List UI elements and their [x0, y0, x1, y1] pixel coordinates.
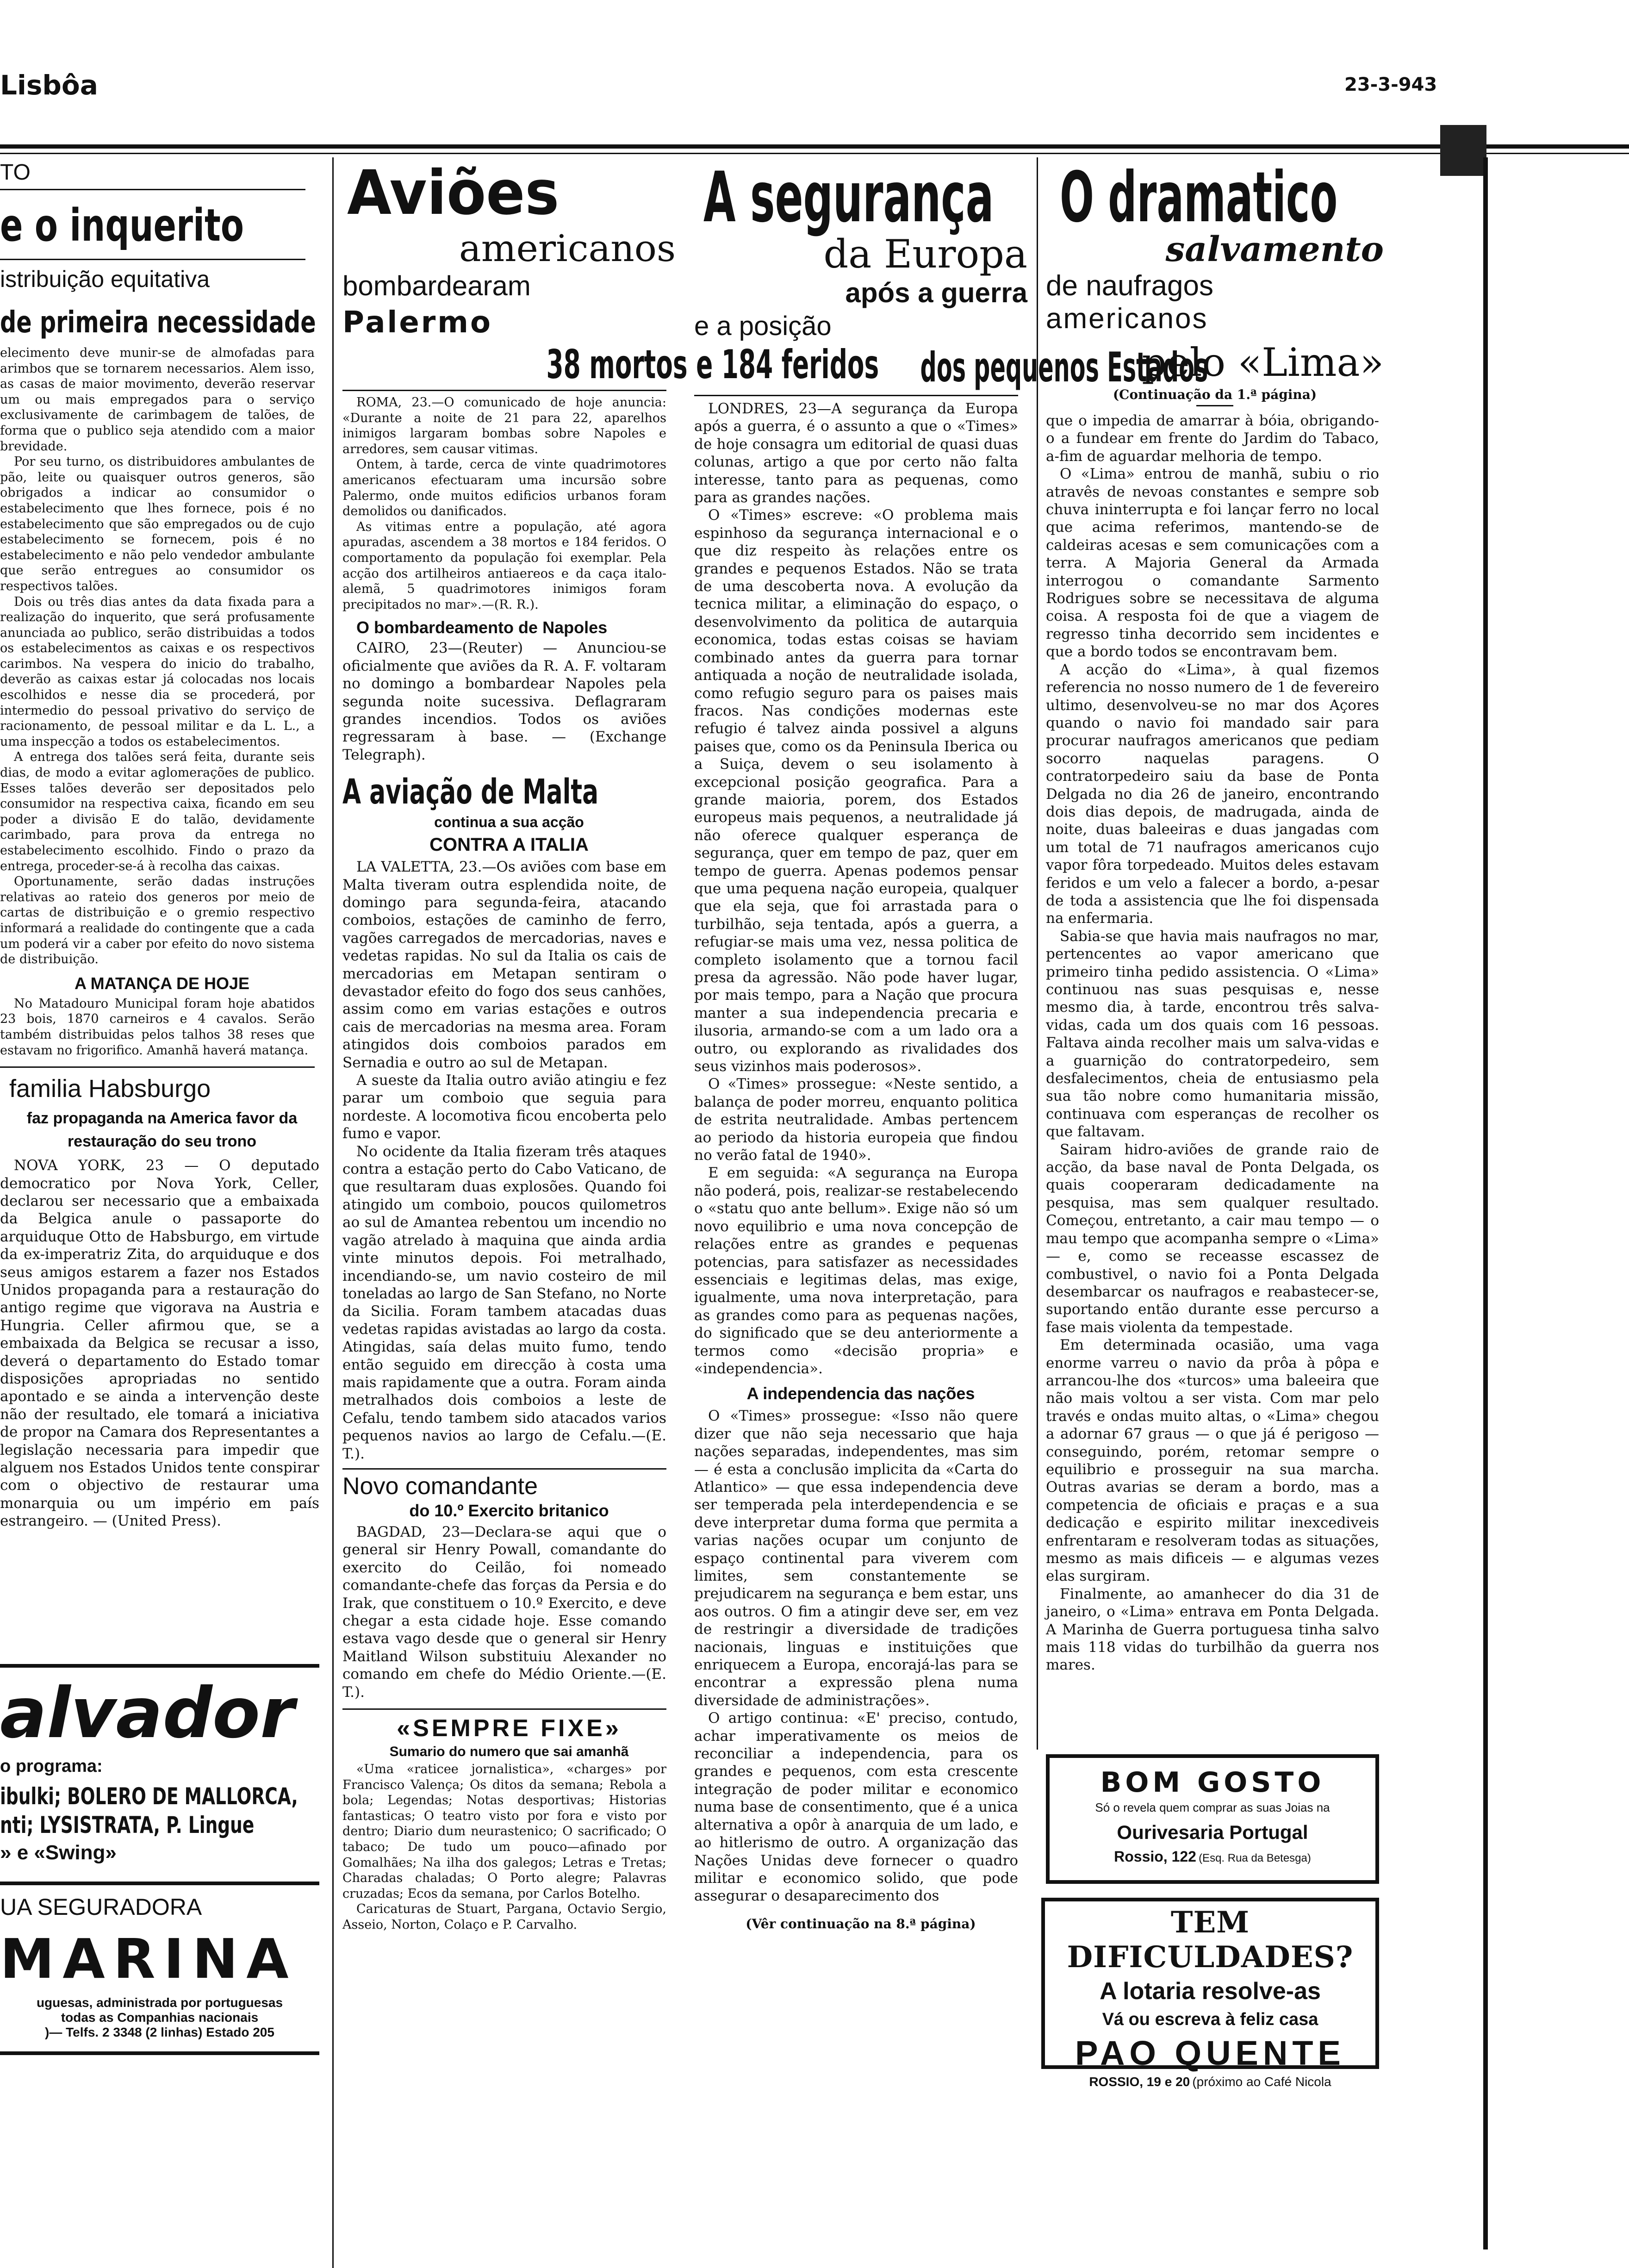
ad-line: ROSSIO, 19 e 20: [1089, 2075, 1190, 2089]
section-title: Novo comandante: [342, 1472, 538, 1500]
headline-4: e a posição: [694, 311, 832, 341]
ad-line: (Esq. Rua da Betesga): [1199, 1852, 1311, 1864]
paragraph: A sueste da Italia outro avião atingiu e fez parar um comboio que seguia para nordeste. A locomotiva ficou encoberta pelo fumo e vapor.: [342, 1072, 666, 1142]
paragraph: E em seguida: «A segurança na Europa não poderá, pois, realizar-se restabelecendo o «statu quo ante bellum». Exige não só um novo equilibrio e uma nova concepção de relações entre as grandes e pequenas potencias, para satisfazer as necessidades essenciais e legitimas delas, mas exige, igualmente, uma nova interpretação, para as grandes como para as pequenas nações, do significado que se deu anteriormente a termos como «decisão propria» e «independencia».: [694, 1165, 1018, 1377]
photo-edge-strip: [1440, 125, 1486, 176]
ad-line: A lotaria resolve-as: [1100, 1978, 1321, 2005]
ad-name: PAO QUENTE: [1075, 2034, 1345, 2072]
paragraph: Oportunamente, serão dadas instruções relativas ao rateio dos generos por meio de cartas de distribuição e o gremio respectivo informará a realidade do contingente que a cada um poderá vir a caber por efeito do novo sistema de distribuição.: [0, 874, 315, 967]
paragraph: O «Lima» entrou de manhã, subiu o rio atravês de nevoas constantes e sempre sob chuva ininterrupta e foi lançar ferro no local que acima referimos, mantendo-se de caldeiras acesas e sem comunicações com a terra. A Majoria General da Armada interrogou o comandante Sarmento Rodrigues sobre se necessitava de alguma coisa. A resposta foi de que a viagem de regresso tinha decorrido sem incidentes e que a bordo todos se encontravam bem.: [1046, 466, 1379, 660]
paragraph: Por seu turno, os distribuidores ambulantes de pão, leite ou quaisquer outros generos, são obrigados a indicar ao consumidor o estabelecimento que lhes fornece, pois é no estabelecimento que são empregados ou de cujo estabelecimento se fornecem, pois é no estabelecimento e não pelo vendedor ambulante que serão entregues ao consumidor os respectivos talões.: [0, 455, 315, 593]
ad-border: [0, 2051, 319, 2055]
headline-5: dos pequenos Estados: [920, 343, 1208, 391]
header-rule-thin: [0, 153, 1629, 154]
paragraph: «Uma «raticee jornalistica», «charges» por Francisco Valença; Os ditos da semana; Rebola a bola; Legendas; Notas desportivas; Historias fantasticas; O teatro visto por fora e visto por dentro; Diario dum neurastenico; O sacrificado; O tabaco; De tudo um pouco—afinado por Gomalhães; Na ilha dos galegos; Letras e Tretas; Charadas chaladas; O Porto alegre; Palavras cruzadas; Ecos da semana, por Carlos Botelho.: [342, 1762, 666, 1901]
paragraph: A acção do «Lima», à qual fizemos referencia no nosso numero de 1 de fevereiro ultimo, desenvolveu-se no mar dos Açores quando o navio foi mandado sair para procurar naufragos americanos que pediam socorro naquelas paragens. O contratorpedeiro saiu da base de Ponta Delgada no dia 26 de janeiro, encontrando dois dias depois, de madrugada, ainda de noite, duas baleeiras e duas jangadas com um total de 71 naufragos americanos cujo vapor fôra torpedeado. Muitos deles estavam feridos e um velo a falecer a bordo, a-pesar de toda a assistencia que lhe foi dispensada na enfermaria.: [1046, 661, 1379, 927]
headline: O dramatico: [1060, 157, 1338, 238]
ad-pao-quente: [1041, 1898, 1379, 2089]
continuation-note: (Continuação da 1.ª página): [1113, 387, 1317, 402]
column-rule: [1037, 157, 1038, 1750]
headline-3: bombardearam: [342, 270, 531, 301]
headline: e o inquerito: [0, 199, 244, 251]
ad-line: UA SEGURADORA: [0, 1894, 202, 1920]
paragraph: No ocidente da Italia fizeram três ataques contra a estação perto do Cabo Vaticano, de que resultaram duas explosões. Quando foi atingido um comboio, poucos quilometros ao sul de Amantea rebentou um incendio no vagão atrelado à maquina que ainda ardia vinte minutos depois. Foi metralhado, incendiando-se, um navio costeiro de mil toneladas ao largo de San Stefano, no Norte da Sicilia. Foram tambem atacadas duas vedetas rapidas avistadas ao largo da costa. Atingidas, saía delas muito fumo, tendo então seguido em direcção à costa uma mais rapidamente que a outra. Foram ainda metralhados dois comboios a leste de Cefalu, tendo tambem sido atacados varios pequenos navios ao largo de Cefalu.—(E. T.).: [342, 1143, 666, 1462]
paragraph: O «Times» prossegue: «Isso não quere dizer que não seja necessario que haja nações separadas, independentes, mas sim — é esta a conclusão implicita da «Carta do Atlantico» — que essa independencia deve ser temperada pela interdependencia e se deve interpretar duma forma que permita a varias nações ocupar um conjunto de espaço continental para viverem com limites, sem constantemente se prejudicarem na segurança e bem estar, uns aos outros. O fim a atingir deve ser, em vez de restringir a diversidade de tradições nacionais, linguas e instituições que enriquecem a Europa, encorajá-las para se encontrar a expressão plena numa diversidade de administrações».: [694, 1408, 1018, 1709]
headline-5: 38 mortos e 184 feridos: [546, 342, 879, 388]
paragraph: Finalmente, ao amanhecer do dia 31 de janeiro, o «Lima» entrava em Ponta Delgada. A Marinha de Guerra portuguesa tinha salvo mais 118 vidas do turbilhão da guerra nos mares.: [1046, 1585, 1379, 1674]
headline-2: americanos: [459, 227, 676, 270]
paragraph: Sairam hidro-aviões de grande raio de acção, da base naval de Ponta Delgada, os quais cooperaram dedicadamente na pesquisa, mas sem qualquer resultado. Começou, entretanto, a cair mau tempo — o mau tempo que acompanha sempre o «Lima» — e, como se receasse escassez de combustivel, o navio foi a Ponta Delgada desembarcar os naufragos e reabastecer-se, suportando então durante esse percurso a fase mais violenta da tempestade.: [1046, 1141, 1379, 1336]
divider: [0, 259, 305, 260]
paragraph: O artigo continua: «E' preciso, contudo, achar imperativamente os meios de reconciliar a independencia, para os grandes e pequenos, com esta crescente integração de poder militar e economico numa base de consentimento, que é a unica alternativa a opôr à anarquia de um lado, e ao hitlerismo de outro. A organização das Nações Unidas deve fornecer o quadro militar e economico solido, que pode assegurar o desaparecimento dos: [694, 1710, 1018, 1905]
paragraph: Caricaturas de Stuart, Pargana, Octavio Sergio, Asseio, Norton, Colaço e P. Carvalho.: [342, 1902, 666, 1932]
headline-5: pelo «Lima»: [1142, 340, 1384, 385]
section-title: A aviação de Malta: [342, 772, 599, 812]
paragraph: LONDRES, 23—A segurança da Europa após a guerra, é o assunto a que o «Times» de hoje consagra um editorial de quasi duas colunas, artigo a que por certo não falta interesse, tanto para as pequenas, como para as grandes nações.: [694, 400, 1018, 506]
ad-border: [0, 1882, 319, 1885]
ad-line: Vá ou escreva à feliz casa: [1102, 2010, 1318, 2029]
ad-title: TEM DIFICULDADES?: [1067, 1905, 1354, 1975]
divider: [342, 1708, 666, 1710]
section-title: A MATANÇA DE HOJE: [75, 973, 249, 993]
column-rule: [332, 157, 334, 2268]
section-title: A independencia das nações: [746, 1384, 975, 1403]
headline-4: americanos: [1046, 303, 1208, 335]
paragraph: No Matadouro Municipal foram hoje abatidos 23 bois, 1870 carneiros e 4 cavalos. Serão também distribuidas pelos talhos 38 reses que estavam no frigorifico. Amanhã haverá matança.: [0, 996, 315, 1058]
paragraph: LA VALETTA, 23.—Os aviões com base em Malta tiveram outra esplendida noite, de domingo para segunda-feira, atacando comboios, estações de caminho de ferro, vagões carregados de mercadorias, naves e vedetas rapidas. No sul da Italia os cais de mercadorias em Metapan sentiram o devastador efeito do fogo dos seus canhões, assim como em varias estações e outros cais de mercadorias na mesma area. Foram atingidos dois comboios parados em Sernadia e outro ao sul de Metapan.: [342, 859, 666, 1071]
section-title: O bombardeamento de Napoles: [356, 618, 608, 637]
paragraph: O «Times» escreve: «O problema mais espinhoso da segurança internacional e o que diz respeito às relações entre os grandes e pequenos Estados. Não se trata de uma descoberta nova. A evolução da tecnica militar, a eliminação do espaço, o desenvolvimento da politica de autarquia economica, todas estas coisas se haviam combinado antes da guerra para tornar antiquada a noção de neutralidade isolada, como refugio seguro para os paises mais fracos. Nas condições modernas este refugio é talvez ainda possivel a alguns paises que, como os da Peninsula Iberica ou a Suiça, devem o seu isolamento à excepcional posição geografica. Para a grande maioria, porem, dos Estados europeus mais pequenos, a neutralidade já não oferece qualquer esperança de segurança, quer em tempo de paz, quer em tempo de guerra. Apenas podemos pensar que uma pequena nação europeia, qualquer que ela seja, que foi arrastada para o turbilhão, seja tentada, após a guerra, a refugiar-se mais uma vez, nessa politica de completo isolamento que a tornou facil presa da agressão. Não pode haver lugar, por mais tempo, para a Nação que procura manter a sua independencia precaria e ilusoria, armando-se com a um lado ora a outro, ou explorando as rivalidades dos seus vizinhos mais poderosos».: [694, 507, 1018, 1075]
paragraph: Em determinada ocasião, uma vaga enorme varreu o navio da prôa à pôpa e arrancou-lhe dos «turcos» uma baleeira que não mais voltou a ser vista. Com mar pelo través e ondas muito altas, o «Lima» chegou a adornar 67 graus — o que já é perigoso — conseguindo, porém, retomar sempre o equilibrio e prosseguir na sua marcha. Outras avarias se deram a bordo, mas a competencia de oficiais e praças e a sua dedicação e espirito militar inexcediveis enfrentaram e resolveram todas as situações, mesmo as mais dificeis — e algumas vezes elas surgiram.: [1046, 1337, 1379, 1585]
ad-line: (próximo ao Café Nicola: [1192, 2075, 1331, 2089]
headline-4: Palermo: [342, 305, 492, 340]
ad-line: )— Telfs. 2 3348 (2 linhas) Estado 205: [45, 2025, 274, 2039]
headline-3: após a guerra: [845, 277, 1027, 308]
column-dramatico: [1046, 157, 1384, 1750]
kicker-rule: [0, 189, 305, 190]
header-date: 23-3-943: [1344, 74, 1437, 95]
paragraph: que o impedia de amarrar à bóia, obrigando-o a fundear em frente do Jardim do Tabaco, a-fim de aguardar melhoria de tempo.: [1046, 412, 1379, 465]
divider: [694, 395, 1018, 396]
ad-line: Só o revela quem comprar as suas Joias na: [1095, 1801, 1330, 1814]
ad-bom-gosto: [1046, 1754, 1379, 1884]
headline: Aviões: [347, 157, 560, 229]
ad-line: Ourivesaria Portugal: [1117, 1821, 1308, 1843]
subhead: istribuição equitativa: [0, 266, 210, 292]
ad-title: alvador: [0, 1673, 295, 1754]
paragraph: ROMA, 23.—O comunicado de hoje anuncia: «Durante a noite de 21 para 22, aparelhos inimigos largaram bombas sobre Napoles e arredores, sem causar vitimas.: [342, 395, 666, 456]
headline: A segurança: [703, 157, 994, 238]
subhead-bold: de primeira necessidade: [0, 305, 316, 340]
paragraph: elecimento deve munir-se de almofadas para arimbos que se tornarem necessarios. Alem isso, as casas de maior movimento, deverão reservar um ou mais empregados para o serviço exclusivamente de carimbagem de talões, de forma que o publico seja atendido com a maior brevidade.: [0, 346, 315, 454]
divider: [1196, 405, 1233, 406]
ad-line: o programa:: [0, 1757, 103, 1776]
section-title: familia Habsburgo: [9, 1075, 211, 1103]
paragraph: A entrega dos talões será feita, durante seis dias, de modo a evitar aglomerações de publico. Esses talões deverão ser depositados pelo consumidor na respectiva caixa, ficando em seu poder a divisão E do talão, devidamente carimbado, para prova da entrega no estabelecimento escolhido. Findo o prazo da entrega, proceder-se-á à recolha das caixas.: [0, 750, 315, 873]
paragraph: As vitimas entre a população, até agora apuradas, ascendem a 38 mortos e 184 feridos. O comportamento da população foi exemplar. Pela acção dos artilheiros antiaereos e da caça italo-alemã, 5 quadrimotores inimigos foram precipitados no mar».—(R. R.).: [342, 519, 666, 612]
headline-2: salvamento: [1165, 230, 1384, 269]
continuation-note: (Vêr continuação na 8.ª página): [746, 1916, 976, 1932]
paragraph: Sabia-se que havia mais naufragos no mar, pertencentes ao vapor americano que primeiro tinha pedido assistencia. O «Lima» continuou nas suas pesquisas e, nesse mesmo dia, à tarde, encontrou três salva-vidas, cada um dos quais com 16 pessoas. Faltava ainda recolher mais um salva-vidas e a guarnição do contratorpedeiro, sem desfalecimentos, cheia de entusiasmo pela sua tão nobre como humanitaria missão, continuava com esperanças de recolher os que faltavam.: [1046, 928, 1379, 1140]
headline-3: de naufragos: [1046, 270, 1213, 302]
ad-line: Rossio, 122: [1114, 1848, 1196, 1865]
paragraph: Dois ou três dias antes da data fixada para a realização do inquerito, que será profusamente anunciada ao publico, serão distribuidas a todos os estabelecimentos as caixas e os respectivos carimbos. Na vespera do inicio do trabalho, deverão as caixas estar já colocadas nos locais escolhidos e nesse dia se procederá, por intermedio do pessoal privativo do serviço de racionamento, de pessoal militar e da L. L., a uma inspecção a todos os estabelecimentos.: [0, 594, 315, 749]
page-edge-rule: [1483, 157, 1488, 2249]
kicker: TO: [0, 160, 31, 185]
section-subtitle: continua a sua acção: [434, 814, 584, 831]
paragraph: Ontem, à tarde, cerca de vinte quadrimotores americanos efectuaram uma incursão sobre Palermo, onde muitos edificios urbanos foram demolidos ou danificados.: [342, 457, 666, 519]
ad-line: uguesas, administrada por portuguesas: [36, 1995, 283, 2010]
ad-title: BOM GOSTO: [1100, 1766, 1325, 1799]
column-inquerito: [0, 157, 324, 1615]
headline-2: da Europa: [823, 231, 1027, 277]
ad-marina: [0, 1891, 319, 2048]
divider: [0, 1066, 315, 1068]
section-subtitle: do 10.º Exercito britanico: [409, 1501, 609, 1520]
section-subtitle: CONTRA A ITALIA: [429, 835, 589, 855]
ad-line: ibulki; BOLERO DE MALLORCA,: [0, 1783, 298, 1810]
paragraph: NOVA YORK, 23 — O deputado democratico por Nova York, Celler, declarou ser necessario que a embaixada da Belgica anule o passaporte do arquiduque Otto de Habsburgo, em virtude da ex-imperatriz Zita, do arquiduque e dos seus amigos estarem a fazer nos Estados Unidos propaganda para a restauração do antigo regime que vigorava na Austria e Hungria. Celler afirmou que, se a embaixada da Belgica se recusar a isso, deverá o departamento do Estado tomar disposições apropriadas no sentido apontado e se ainda a intervenção deste não der resultado, ele tomará a iniciativa de propor na Camara dos Representantes a legislação necessaria para impedir que alguem nos Estados Unidos tente conspirar com o objectivo de restaurar uma monarquia ou um império em país estrangeiro. — (United Press).: [0, 1157, 319, 1530]
ad-line: nti; LYSISTRATA, P. Lingue: [0, 1812, 255, 1838]
ad-salvador: [0, 1669, 319, 1882]
paragraph: O «Times» prossegue: «Neste sentido, a balança de poder morreu, enquanto politica de estrita neutralidade. Ambas pertencem ao periodo da historia europeia que findou no verão fatal de 1940».: [694, 1076, 1018, 1164]
divider: [342, 390, 666, 391]
paragraph: CAIRO, 23—(Reuter) — Anunciou-se oficialmente que aviões da R. A. F. voltaram no domingo a bombardear Napoles pela segunda noite sucessiva. Deflagraram grandes incendios. Todos os aviões regressaram à base. — (Exchange Telegraph).: [342, 640, 666, 763]
section-subtitle: faz propaganda na America favor da restauração do seu trono: [26, 1109, 298, 1151]
section-subtitle: Sumario do numero que sai amanhã: [389, 1744, 629, 1760]
ad-line: todas as Companhias nacionais: [61, 2010, 259, 2025]
header-place: Lisbôa: [0, 69, 98, 101]
header-rule: [0, 144, 1629, 149]
ad-line: » e «Swing»: [0, 1841, 117, 1864]
section-title: «SEMPRE FIXE»: [397, 1715, 622, 1742]
paragraph: BAGDAD, 23—Declara-se aqui que o general sir Henry Powall, comandante do exercito do Ceilão, foi nomeado comandante-chefe das forças da Persia e do Irak, que constituem o 10.º Exercito, e deve chegar a esta cidade hoje. Esse comando estava vago desde que o general sir Henry Maitland Wilson substituiu Alexander no comando em chefe do Médio Oriente.—(E. T.).: [342, 1523, 666, 1701]
divider: [342, 1468, 666, 1470]
ad-name: MARINA: [0, 1927, 297, 1991]
ad-border: [0, 1664, 319, 1668]
